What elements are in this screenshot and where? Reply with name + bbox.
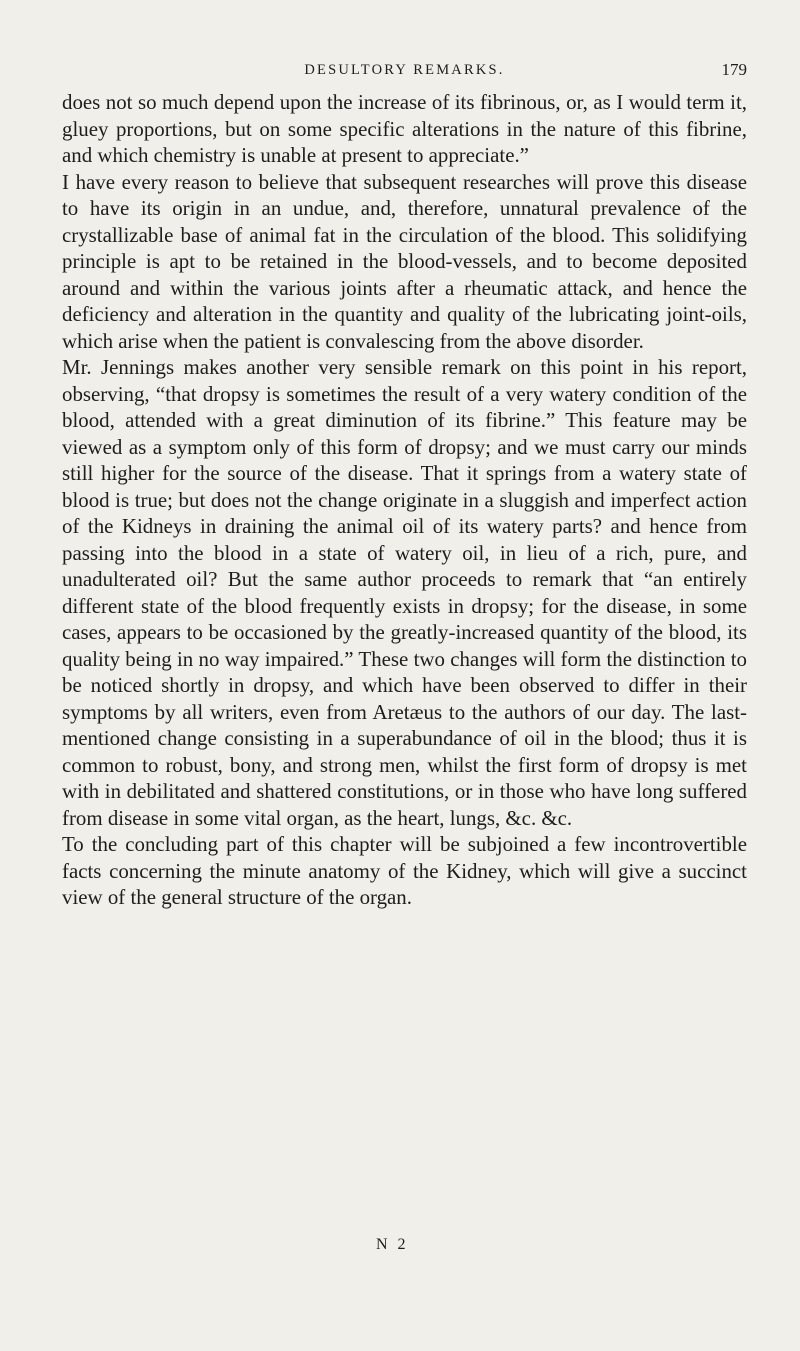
paragraph-continuation: does not so much depend upon the increase of its fibrinous, or, as I would term it, gluey proportions, but on some specific alterations in the nature of this fibrine, and which chemistry is unable at present to appreciate.” xyxy=(62,90,747,167)
body-text xyxy=(62,89,747,911)
running-head xyxy=(62,60,747,84)
page-number: 179 xyxy=(721,60,747,79)
paragraph-jennings-remark: Mr. Jennings makes another very sensible remark on this point in his report, observing, “that dropsy is sometimes the result of a very watery condition of the blood, attended with a great diminution of its fibrine.” This feature may be viewed as a symptom only of this form of dropsy; and we must carry our minds still higher for the source of the disease. That it springs from a watery state of blood is true; but does not the change originate in a sluggish and imperfect action of the Kidneys in draining the animal oil of its watery parts? and hence from passing into the blood in a state of watery oil, in lieu of a rich, pure, and unadulterated oil? But the same author proceeds to remark that “an entirely different state of the blood frequently exists in dropsy; for the disease, in some cases, appears to be occasioned by the greatly-increased quantity of the blood, its quality being in no way impaired.” These two changes will form the distinction to be noticed shortly in dropsy, and which have been observed to differ in their symptoms by all writers, even from Aretæus to the authors of our day. The last-mentioned change consisting in a superabundance of oil in the blood; thus it is common to robust, bony, and strong men, whilst the first form of dropsy is met with in debilitated and shattered constitutions, or in those who have long suffered from disease in some vital organ, as the heart, lungs, &c. &c. xyxy=(62,355,747,830)
signature-mark: N 2 xyxy=(376,1236,409,1253)
paragraph-crystallizable-base: I have every reason to believe that subsequent researches will prove this disease to have its origin in an undue, and, therefore, unnatural prevalence of the crystallizable base of animal fat in the circulation of the blood. This solidifying principle is apt to be retained in the blood-vessels, and to become deposited around and within the various joints after a rheumatic attack, and hence the deficiency and alteration in the quantity and quality of the lubricating joint-oils, which arise when the patient is convalescing from the above disorder. xyxy=(62,169,747,353)
running-title: DESULTORY REMARKS. xyxy=(304,62,505,78)
paragraph-concluding: To the concluding part of this chapter will be subjoined a few incontrovertible facts concerning the minute anatomy of the Kidney, which will give a succinct view of the general structure of the organ. xyxy=(62,832,747,909)
